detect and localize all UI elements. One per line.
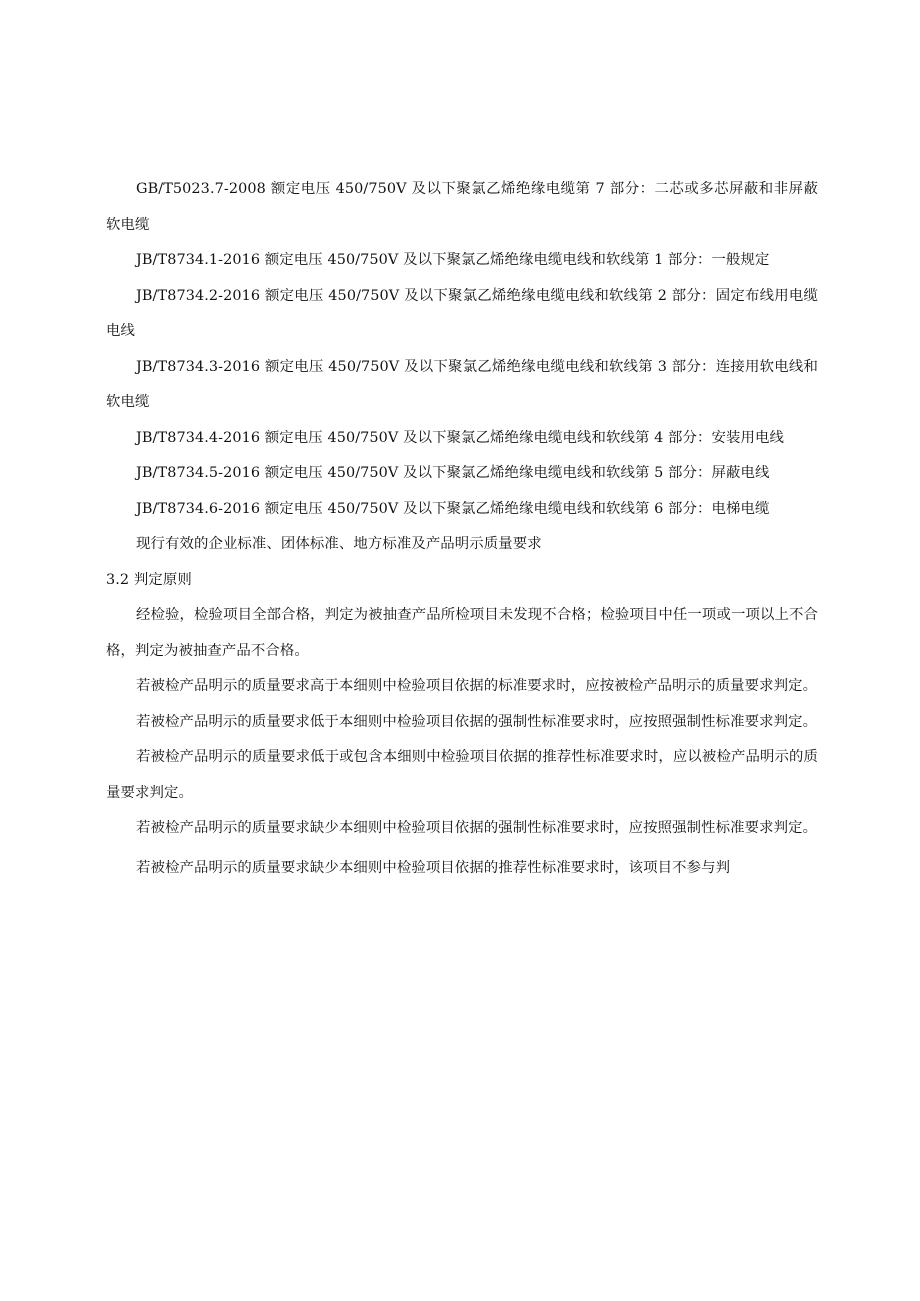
standard-item: JB/T8734.1-2016 额定电压 450/750V 及以下聚氯乙烯绝缘电缆电线和软线第 1 部分：一般规定 — [136, 252, 770, 268]
standard-item: 现行有效的企业标准、团体标准、地方标准及产品明示质量要求 — [136, 536, 542, 552]
standard-item: JB/T8734.2-2016 额定电压 450/750V 及以下聚氯乙烯绝缘电缆电线和软线第 2 部分：固定布线用电缆电线 — [106, 287, 818, 339]
standard-item: GB/T5023.7-2008 额定电压 450/750V 及以下聚氯乙烯绝缘电缆第 7 部分：二芯或多芯屏蔽和非屏蔽软电缆 — [106, 181, 818, 233]
section-heading: 3.2 判定原则 — [106, 571, 192, 588]
judgment-paragraph: 若被检产品明示的质量要求缺少本细则中检验项目依据的强制性标准要求时，应按照强制性标准要求判定。 — [136, 820, 818, 836]
standard-item: JB/T8734.6-2016 额定电压 450/750V 及以下聚氯乙烯绝缘电缆电线和软线第 6 部分：电梯电缆 — [136, 500, 770, 517]
document-body — [106, 172, 818, 886]
standard-item: JB/T8734.5-2016 额定电压 450/750V 及以下聚氯乙烯绝缘电缆电线和软线第 5 部分：屏蔽电线 — [136, 465, 770, 481]
standard-item: JB/T8734.4-2016 额定电压 450/750V 及以下聚氯乙烯绝缘电缆电线和软线第 4 部分：安装用电线 — [136, 429, 784, 446]
judgment-paragraph: 若被检产品明示的质量要求低于本细则中检验项目依据的强制性标准要求时，应按照强制性标准要求判定。 — [136, 713, 818, 730]
judgment-paragraph: 若被检产品明示的质量要求高于本细则中检验项目依据的标准要求时，应按被检产品明示的质量要求判定。 — [136, 678, 818, 694]
judgment-paragraph: 若被检产品明示的质量要求缺少本细则中检验项目依据的推荐性标准要求时，该项目不参与判 — [136, 859, 731, 876]
judgment-paragraph: 若被检产品明示的质量要求低于或包含本细则中检验项目依据的推荐性标准要求时，应以被检产品明示的质量要求判定。 — [106, 749, 818, 801]
standard-item: JB/T8734.3-2016 额定电压 450/750V 及以下聚氯乙烯绝缘电缆电线和软线第 3 部分：连接用软电线和软电缆 — [106, 358, 818, 410]
judgment-paragraph: 经检验，检验项目全部合格，判定为被抽查产品所检项目未发现不合格；检验项目中任一项或一项以上不合格，判定为被抽查产品不合格。 — [106, 607, 818, 659]
